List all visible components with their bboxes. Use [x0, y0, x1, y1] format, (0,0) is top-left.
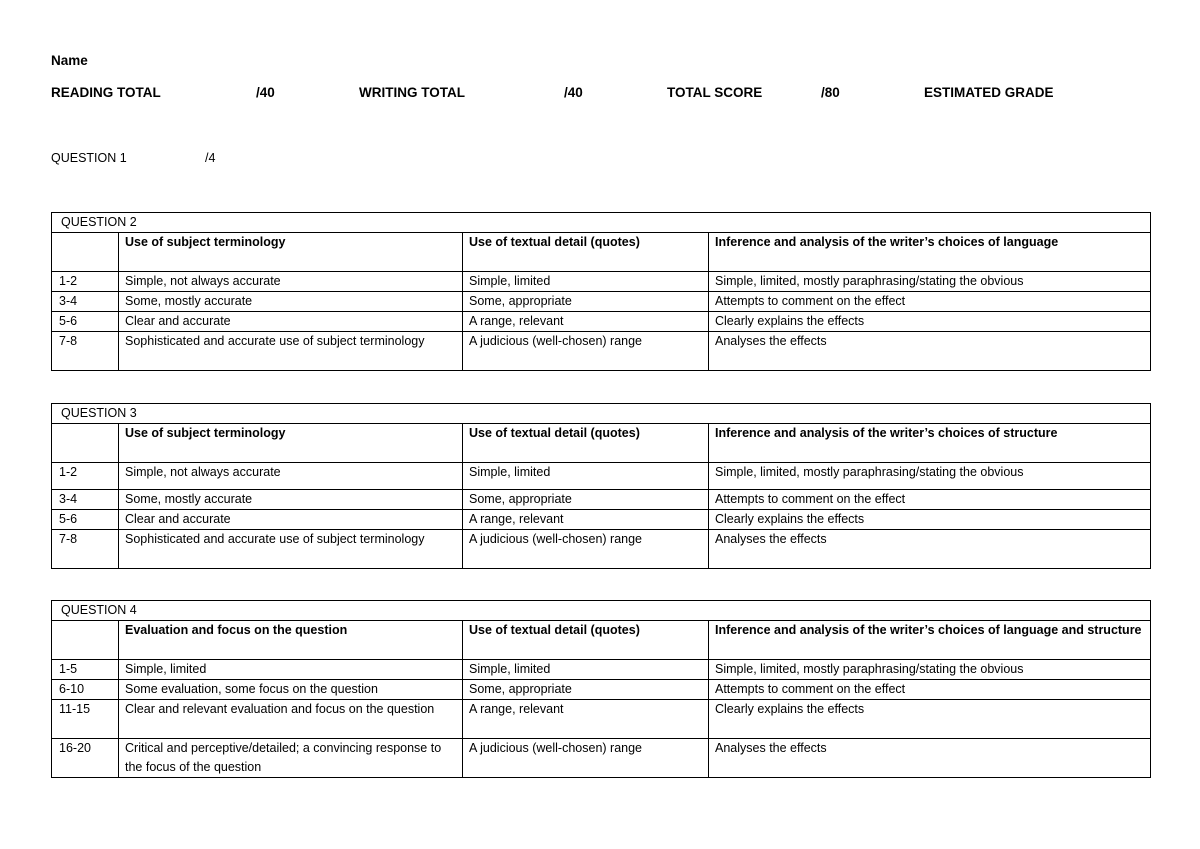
table-cell: Attempts to comment on the effect: [709, 292, 1151, 312]
writing-total-label: WRITING TOTAL: [359, 85, 465, 100]
table-cell: Critical and perceptive/detailed; a convincing response to the focus of the question: [119, 739, 463, 778]
mark-band: 5-6: [52, 510, 119, 530]
table-cell: Attempts to comment on the effect: [709, 680, 1151, 700]
table-cell: Simple, not always accurate: [119, 463, 463, 490]
table-cell: A judicious (well-chosen) range: [463, 530, 709, 569]
header-cell: Use of textual detail (quotes): [463, 621, 709, 660]
table-row: [52, 292, 1151, 312]
table-cell: Simple, not always accurate: [119, 272, 463, 292]
question2-table: [51, 212, 1151, 371]
header-cell: [52, 233, 119, 272]
table-row: [52, 660, 1151, 680]
table-row: [52, 510, 1151, 530]
mark-band: 5-6: [52, 312, 119, 332]
estimated-grade-label: ESTIMATED GRADE: [924, 85, 1054, 100]
question1-label: QUESTION 1: [51, 151, 127, 165]
table-cell: Clearly explains the effects: [709, 312, 1151, 332]
mark-band: 3-4: [52, 490, 119, 510]
header-cell: Use of textual detail (quotes): [463, 233, 709, 272]
header-cell: Use of subject terminology: [119, 233, 463, 272]
table-title: QUESTION 3: [52, 404, 1151, 424]
total-score-label: TOTAL SCORE: [667, 85, 763, 100]
name-label: Name: [51, 53, 88, 68]
table-cell: Simple, limited: [119, 660, 463, 680]
table-cell: Clear and accurate: [119, 312, 463, 332]
table-row: [52, 463, 1151, 490]
mark-band: 6-10: [52, 680, 119, 700]
table-cell: Some, appropriate: [463, 292, 709, 312]
mark-band: 1-5: [52, 660, 119, 680]
mark-band: 11-15: [52, 700, 119, 739]
table-cell: Analyses the effects: [709, 739, 1151, 778]
table-row: [52, 332, 1151, 371]
table-cell: A range, relevant: [463, 312, 709, 332]
table-row: [52, 272, 1151, 292]
table-cell: Some, mostly accurate: [119, 292, 463, 312]
table-cell: Simple, limited: [463, 463, 709, 490]
reading-total-label: READING TOTAL: [51, 85, 161, 100]
header-cell: Inference and analysis of the writer’s choices of language: [709, 233, 1151, 272]
table-cell: Some evaluation, some focus on the question: [119, 680, 463, 700]
total-score-max: /80: [821, 85, 840, 100]
reading-total-max: /40: [256, 85, 275, 100]
table-title: QUESTION 2: [52, 213, 1151, 233]
table-row: [52, 490, 1151, 510]
header-cell: Use of subject terminology: [119, 424, 463, 463]
table-cell: Clearly explains the effects: [709, 510, 1151, 530]
table-cell: A range, relevant: [463, 700, 709, 739]
table-row: [52, 680, 1151, 700]
mark-band: 16-20: [52, 739, 119, 778]
table-cell: Some, appropriate: [463, 490, 709, 510]
header-cell: Inference and analysis of the writer’s choices of language and structure: [709, 621, 1151, 660]
table-cell: Simple, limited, mostly paraphrasing/stating the obvious: [709, 463, 1151, 490]
table-row: [52, 700, 1151, 739]
table-cell: Attempts to comment on the effect: [709, 490, 1151, 510]
table-cell: Some, appropriate: [463, 680, 709, 700]
question1-max: /4: [205, 151, 216, 165]
header-cell: Evaluation and focus on the question: [119, 621, 463, 660]
table-cell: Clear and relevant evaluation and focus on the question: [119, 700, 463, 739]
header-cell: Inference and analysis of the writer’s choices of structure: [709, 424, 1151, 463]
table-cell: Simple, limited: [463, 272, 709, 292]
table-row: [52, 312, 1151, 332]
mark-band: 7-8: [52, 530, 119, 569]
table-cell: Sophisticated and accurate use of subject terminology: [119, 332, 463, 371]
mark-band: 1-2: [52, 272, 119, 292]
table-cell: A range, relevant: [463, 510, 709, 530]
table-cell: Clear and accurate: [119, 510, 463, 530]
question4-table: [51, 600, 1151, 778]
header-cell: [52, 621, 119, 660]
table-cell: Analyses the effects: [709, 530, 1151, 569]
table-row: [52, 530, 1151, 569]
mark-band: 7-8: [52, 332, 119, 371]
mark-band: 3-4: [52, 292, 119, 312]
header-cell: Use of textual detail (quotes): [463, 424, 709, 463]
table-cell: Simple, limited, mostly paraphrasing/stating the obvious: [709, 272, 1151, 292]
table-cell: A judicious (well-chosen) range: [463, 332, 709, 371]
table-row: [52, 739, 1151, 778]
mark-band: 1-2: [52, 463, 119, 490]
table-cell: Analyses the effects: [709, 332, 1151, 371]
table-cell: Clearly explains the effects: [709, 700, 1151, 739]
table-title: QUESTION 4: [52, 601, 1151, 621]
table-cell: Simple, limited: [463, 660, 709, 680]
table-cell: Sophisticated and accurate use of subject terminology: [119, 530, 463, 569]
table-cell: A judicious (well-chosen) range: [463, 739, 709, 778]
table-cell: Some, mostly accurate: [119, 490, 463, 510]
table-cell: Simple, limited, mostly paraphrasing/stating the obvious: [709, 660, 1151, 680]
writing-total-max: /40: [564, 85, 583, 100]
header-cell: [52, 424, 119, 463]
question3-table: [51, 403, 1151, 569]
